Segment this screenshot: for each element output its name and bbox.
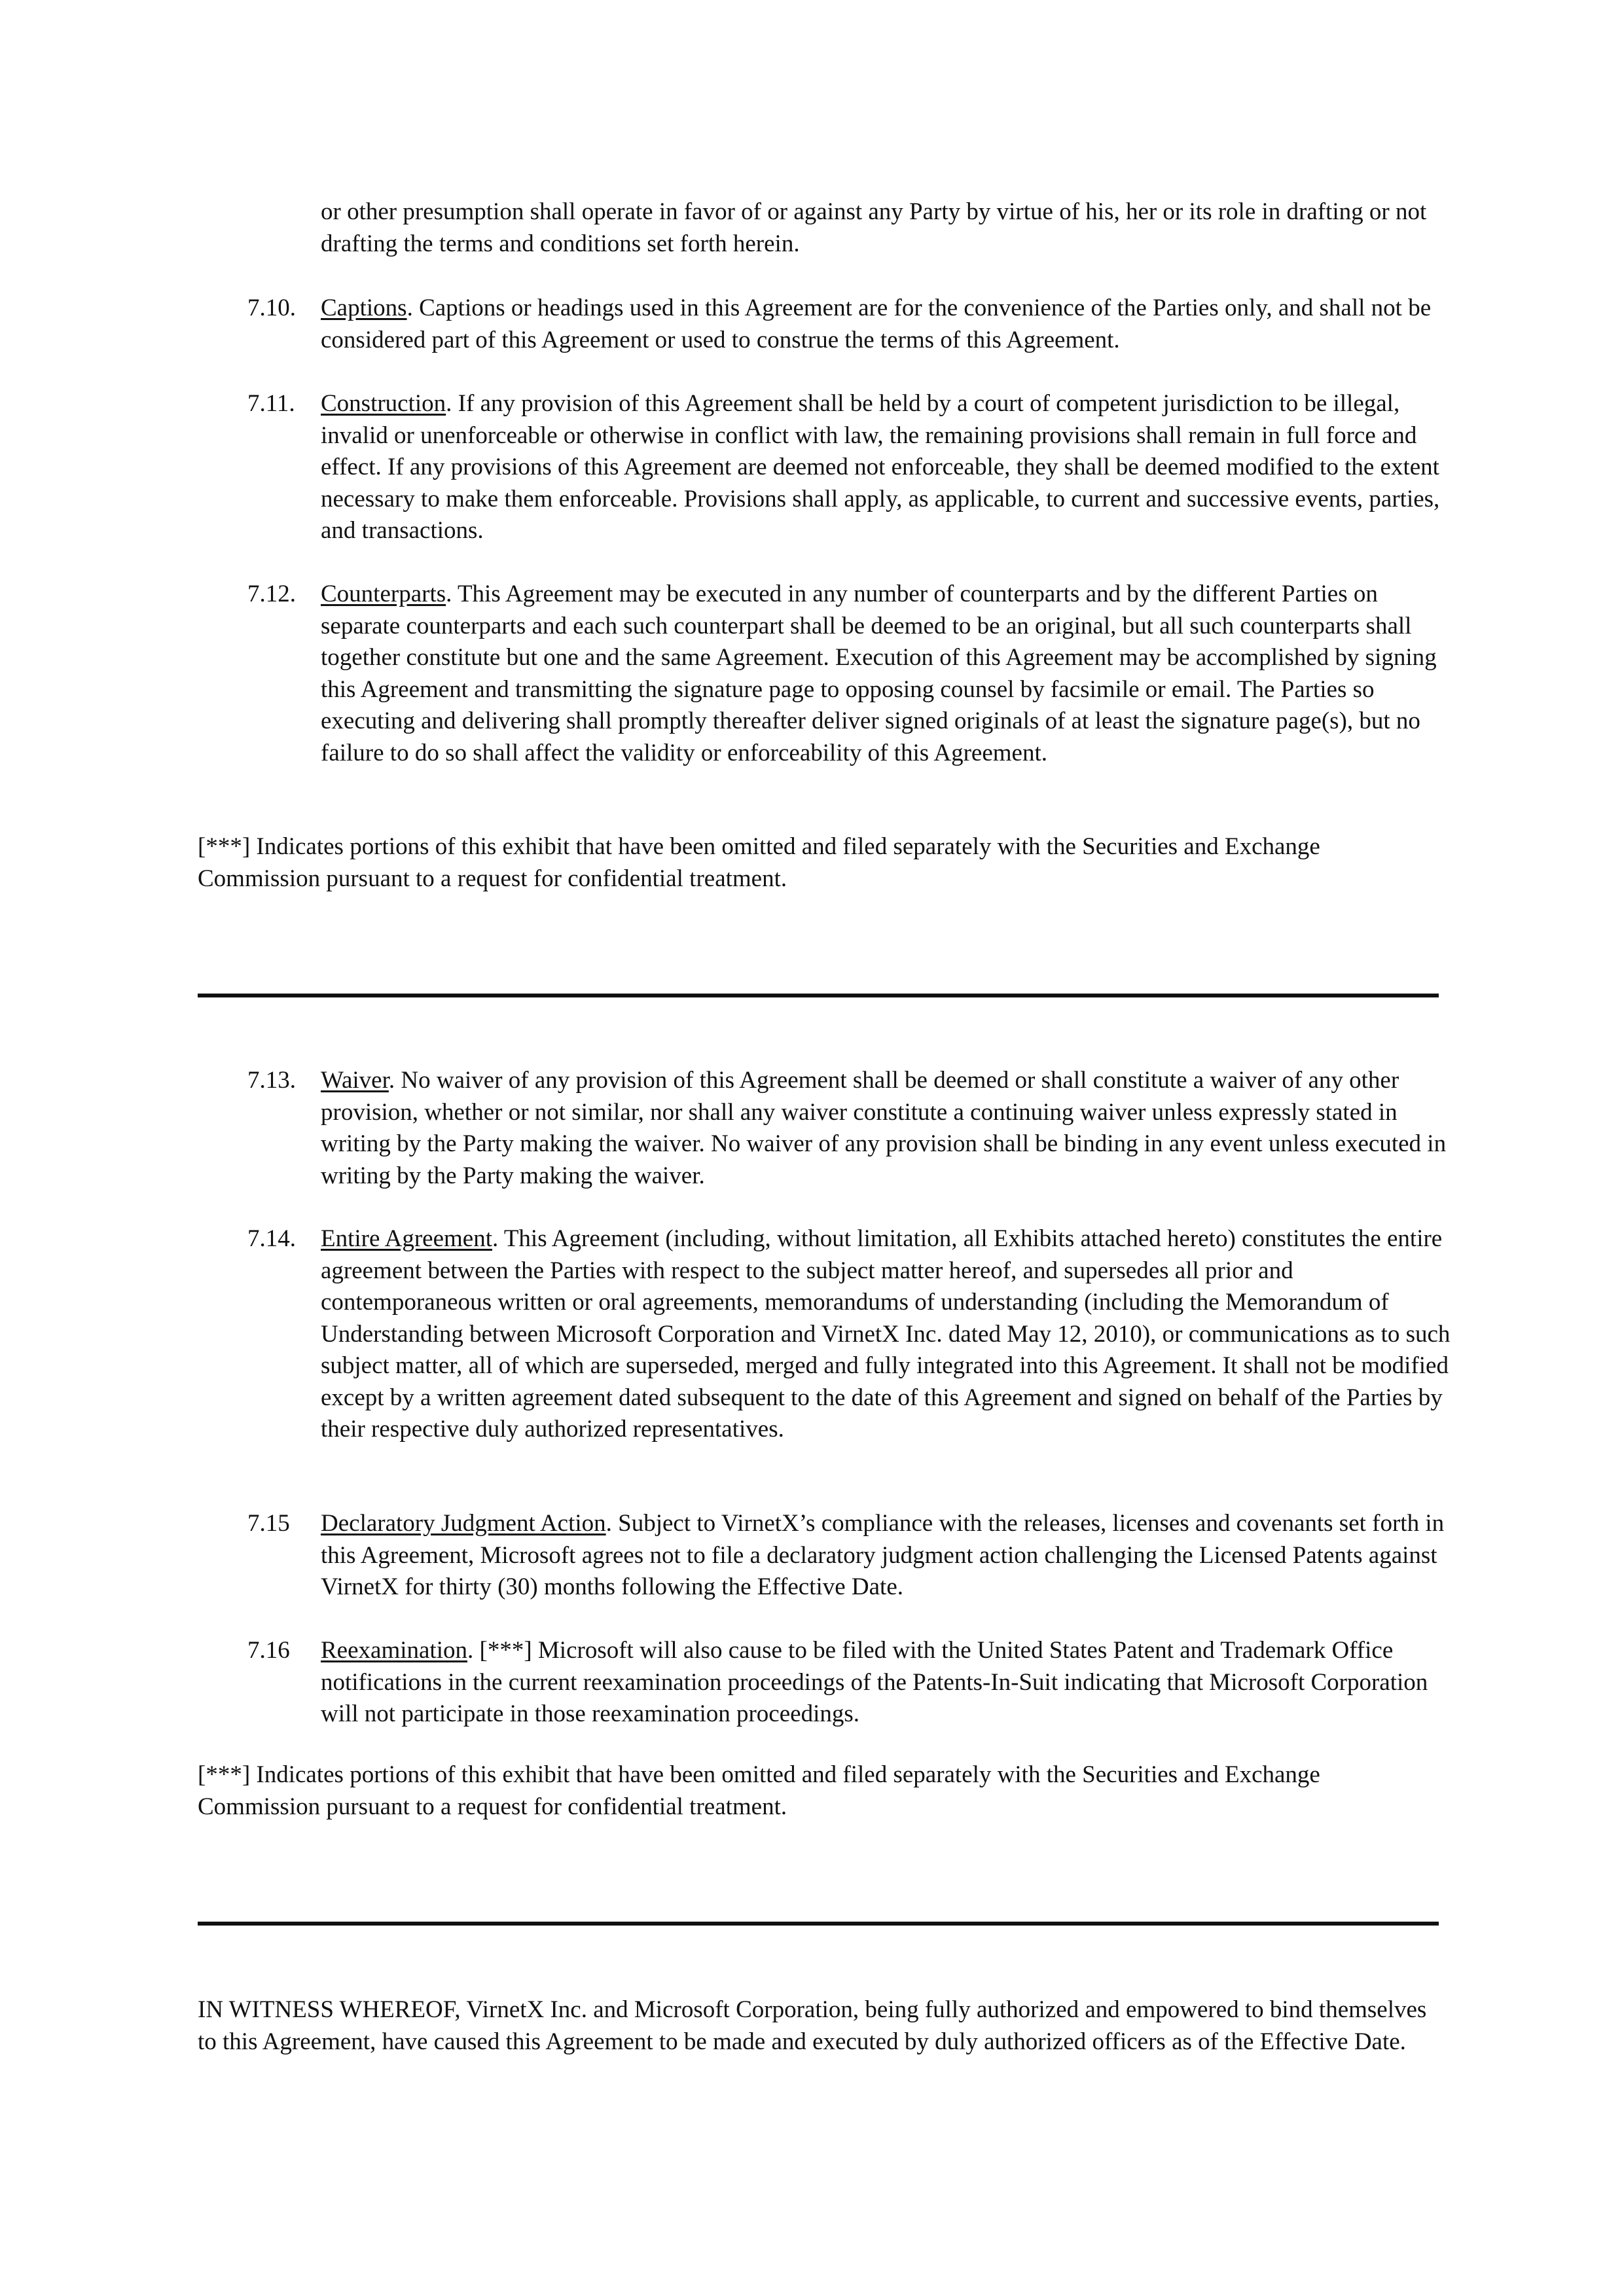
section-body: [321, 388, 1453, 547]
section-body: [321, 1223, 1453, 1446]
section-body: [321, 1635, 1453, 1731]
page-divider: [198, 994, 1439, 997]
confidential-treatment-note: [***] Indicates portions of this exhibit that have been omitted and filed separately with the Securities and Exchange Commission pursuant to a request for confidential treatment.: [198, 833, 1320, 892]
witness-paragraph: IN WITNESS WHEREOF, VirnetX Inc. and Microsoft Corporation, being fully authorized and empowered to bind themselves to this Agreement, have caused this Agreement to be made and executed by duly authorized officers as of the Effective Date.: [198, 1996, 1427, 2055]
section-number: 7.10.: [247, 295, 296, 321]
section-heading-declaratory-judgment-action: Declaratory Judgment Action: [321, 1510, 606, 1537]
section-heading-reexamination: Reexamination: [321, 1637, 467, 1664]
section-heading-entire-agreement: Entire Agreement: [321, 1225, 492, 1252]
confidential-treatment-note: [***] Indicates portions of this exhibit that have been omitted and filed separately with the Securities and Exchange Commission pursuant to a request for confidential treatment.: [198, 1761, 1320, 1820]
section-heading-counterparts: Counterparts: [321, 581, 446, 607]
section-heading-construction: Construction: [321, 390, 446, 417]
section-text: . [***] Microsoft will also cause to be filed with the United States Patent and Trademark Office notifications in the current reexamination proceedings of the Patents-In-Suit indicating that Microsoft Corporation will not participate in those reexamination proceedings.: [321, 1637, 1428, 1727]
section-text: . This Agreement (including, without limitation, all Exhibits attached hereto) constitutes the entire agreement between the Parties with respect to the subject matter hereof, and supersedes all prior and contemporaneous written or oral agreements, memorandums of understanding (including the Memorandum of Understanding between Microsoft Corporation and VirnetX Inc. dated May 12, 2010), or communications as to such subject matter, all of which are superseded, merged and fully integrated into this Agreement. It shall not be modified except by a written agreement dated subsequent to the date of this Agreement and signed on behalf of the Parties by their respective duly authorized representatives.: [321, 1225, 1451, 1443]
section-body: [321, 293, 1453, 356]
section-heading-waiver: Waiver: [321, 1067, 389, 1094]
section-text: . This Agreement may be executed in any number of counterparts and by the different Parties on separate counterparts and each such counterpart shall be deemed to be an original, but all such counterparts shall together constitute but one and the same Agreement. Execution of this Agreement may be accomplished by signing this Agreement and transmitting the signature page to opposing counsel by facsimile or email. The Parties so executing and delivering shall promptly thereafter deliver signed originals of at least the signature page(s), but no failure to do so shall affect the validity or enforceability of this Agreement.: [321, 581, 1437, 766]
section-number: 7.11.: [247, 390, 295, 417]
section-text: . If any provision of this Agreement shall be held by a court of competent jurisdiction to be illegal, invalid or unenforceable or otherwise in conflict with law, the remaining provisions shall remain in full force and effect. If any provisions of this Agreement are deemed not enforceable, they shall be deemed modified to the extent necessary to make them enforceable. Provisions shall apply, as applicable, to current and successive events, parties, and transactions.: [321, 390, 1440, 544]
section-number: 7.12.: [247, 581, 296, 607]
section-body: [321, 1508, 1453, 1604]
continuation-paragraph: or other presumption shall operate in favor of or against any Party by virtue of his, her or its role in drafting or not drafting the terms and conditions set forth herein.: [321, 198, 1427, 257]
section-text: . Captions or headings used in this Agreement are for the convenience of the Parties only, and shall not be considered part of this Agreement or used to construe the terms of this Agreement.: [321, 295, 1432, 353]
section-number: 7.13.: [247, 1067, 296, 1094]
section-body: [321, 579, 1453, 769]
section-number: 7.15: [247, 1510, 290, 1537]
section-text: . Subject to VirnetX’s compliance with the releases, licenses and covenants set forth in this Agreement, Microsoft agrees not to file a declaratory judgment action challenging the Licensed Patents against VirnetX for thirty (30) months following the Effective Date.: [321, 1510, 1445, 1600]
section-heading-captions: Captions: [321, 295, 407, 321]
section-text: . No waiver of any provision of this Agreement shall be deemed or shall constitute a waiver of any other provision, whether or not similar, nor shall any waiver constitute a continuing waiver unless expressly stated in writing by the Party making the waiver. No waiver of any provision shall be binding in any event unless executed in writing by the Party making the waiver.: [321, 1067, 1447, 1189]
section-number: 7.16: [247, 1637, 290, 1664]
page-divider: [198, 1922, 1439, 1926]
section-number: 7.14.: [247, 1225, 296, 1252]
section-body: [321, 1065, 1453, 1192]
